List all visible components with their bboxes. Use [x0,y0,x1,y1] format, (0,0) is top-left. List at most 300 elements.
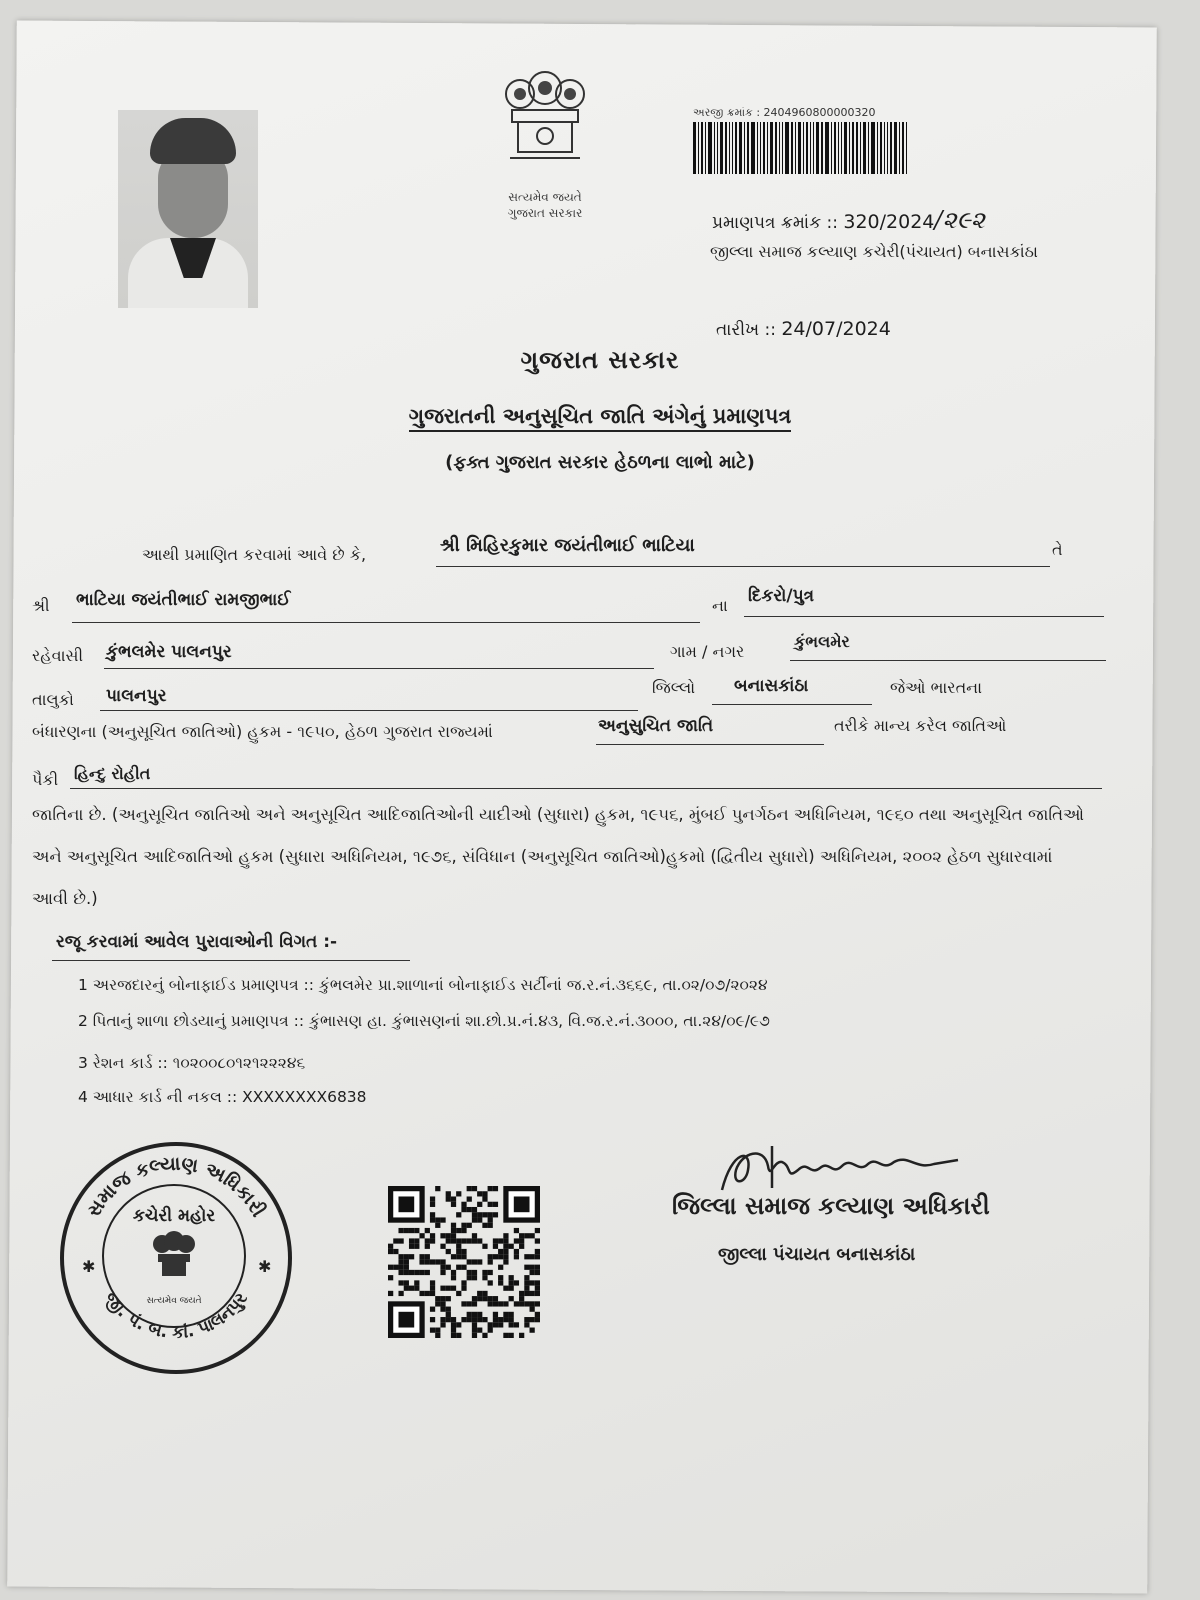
qr-module [398,1259,403,1264]
qr-module [467,1317,472,1322]
qr-module [472,1328,477,1333]
barcode-bar [735,122,737,174]
seal-inner-ring [102,1184,246,1328]
qr-module [514,1301,519,1306]
barcode-bar [844,122,847,174]
barcode-bar [785,122,789,174]
barcode-bar [884,122,885,174]
qr-module [493,1254,498,1259]
barcode-bar [798,122,801,174]
qr-module [472,1312,477,1317]
barcode-bar [757,122,758,174]
barcode-bar [856,122,858,174]
qr-module [514,1322,519,1327]
qr-module [482,1333,487,1338]
qr-module [488,1296,493,1301]
qr-module [519,1333,524,1338]
barcode-bar [705,122,706,174]
qr-module [519,1233,524,1238]
qr-module [498,1249,503,1254]
resident-value: કુંભલમેર પાલનપુર [106,642,232,662]
relation: દિકરો/પુત્ર [748,586,815,606]
barcode-bar [834,122,836,174]
qr-module [493,1296,498,1301]
qr-module [477,1291,482,1296]
qr-module [519,1301,524,1306]
evidence-item-4: 4 આધાર કાર્ડ ની નકલ :: XXXXXXXX6838 [78,1088,367,1106]
qr-module [419,1233,424,1238]
qr-module [514,1280,519,1285]
qr-module [535,1249,540,1254]
qr-module [524,1265,529,1270]
certificate-number-handwritten: /૨૯૨ [934,206,985,234]
qr-module [388,1265,393,1270]
qr-module [456,1244,461,1249]
certificate-number-label: પ્રમાણપત્ર ક્રમાંક :: [712,213,838,233]
qr-module [524,1317,529,1322]
barcode-bar [732,122,733,174]
qr-module [530,1265,535,1270]
qr-module [456,1212,461,1217]
shri-text: શ્રી [32,596,50,615]
barcode-bar [775,122,777,174]
qr-module [440,1217,445,1222]
qr-module [398,1265,403,1270]
seal-bottom-text: જી. પં. બ. કાં. પાલનપુર [99,1288,252,1344]
qr-module [440,1244,445,1249]
qr-module [472,1212,477,1217]
qr-module [398,1280,403,1285]
qr-module [472,1275,477,1280]
qr-module [477,1296,482,1301]
evidence-item-2: 2 પિતાનું શાળા છોડયાનું પ્રમાણપત્ર :: કુંભાસણ હા. કુંભાસણનાં શા.છો.પ્ર.નં.૪૩, વિ.જ.ર.નં.૩૦૦૦, તા.૨૪/૦૯/૯૭ [78,1012,770,1030]
qr-module [535,1317,540,1322]
qr-module [409,1286,414,1291]
signature-scribble [712,1140,972,1200]
qr-module [430,1328,435,1333]
qr-module [509,1296,514,1301]
barcode-bar [890,122,892,174]
district-value: બનાસકાંઠા [734,676,809,696]
qr-module [456,1238,461,1243]
qr-module [435,1328,440,1333]
qr-module [472,1301,477,1306]
qr-module [414,1228,419,1233]
qr-module [503,1333,508,1338]
qr-module [467,1196,472,1201]
qr-module [419,1270,424,1275]
qr-module [393,1249,398,1254]
qr-module [472,1322,477,1327]
qr-module [482,1244,487,1249]
qr-module [435,1217,440,1222]
government-title: ગુજરાત સરકાર [520,346,680,374]
seal-emblem-icon [148,1230,200,1286]
qr-module [498,1275,503,1280]
qr-module [398,1228,403,1233]
barcode-bar [729,122,730,174]
ashoka-emblem-icon [490,68,600,178]
qr-module [451,1317,456,1322]
qr-module [482,1191,487,1196]
barcode-bar [720,122,723,174]
qr-module [472,1259,477,1264]
qr-module [404,1228,409,1233]
emblem-caption-government: ગુજરાત સરકાર [507,206,583,220]
qr-module [430,1196,435,1201]
qr-module [498,1238,503,1243]
qr-module [535,1265,540,1270]
qr-module [472,1238,477,1243]
barcode-bar [860,122,861,174]
barcode [693,122,933,174]
qr-module [509,1275,514,1280]
qr-module [456,1228,461,1233]
qr-module [435,1223,440,1228]
qr-module [509,1244,514,1249]
qr-module [524,1322,529,1327]
qr-module [493,1312,498,1317]
qr-module [482,1296,487,1301]
qr-module [446,1191,451,1196]
qr-module [493,1212,498,1217]
qr-module [514,1238,519,1243]
barcode-bar [779,122,780,174]
qr-module [388,1244,393,1249]
recognised-text: તરીકે માન્ય કરેલ જાતિઓ [834,716,1007,735]
qr-module [535,1301,540,1306]
signature-office: જીલ્લા પંચાયત બનાસકાંઠા [718,1244,916,1265]
caste-value: હિન્દુ રોહીત [74,764,151,783]
qr-module [482,1275,487,1280]
barcode-bar [708,122,712,174]
seal-star-left-icon: ✱ [82,1257,96,1276]
qr-module [530,1301,535,1306]
qr-module [430,1233,435,1238]
qr-module [482,1317,487,1322]
qr-module [509,1312,514,1317]
qr-module [488,1254,493,1259]
qr-module [467,1207,472,1212]
qr-module [456,1291,461,1296]
qr-module [461,1254,466,1259]
qr-module [467,1275,472,1280]
qr-module [467,1259,472,1264]
barcode-bar [902,122,904,174]
qr-module [398,1254,403,1259]
qr-module [440,1259,445,1264]
certify-prefix: આથી પ્રમાણિત કરવામાં આવે છે કે, [142,545,367,564]
qr-module [493,1186,498,1191]
qr-module [530,1254,535,1259]
qr-module [524,1233,529,1238]
qr-module [430,1291,435,1296]
qr-module [472,1270,477,1275]
barcode-bar [816,122,819,174]
barcode-bar [838,122,839,174]
barcode-bar [821,122,823,174]
qr-module [440,1233,445,1238]
barcode-bar [831,122,832,174]
qr-module [409,1270,414,1275]
qr-module [477,1212,482,1217]
qr-module [440,1307,445,1312]
qr-module [477,1191,482,1196]
qr-module [498,1265,503,1270]
issue-date: 24/07/2024 [781,318,891,340]
qr-module [461,1317,466,1322]
qr-module [425,1244,430,1249]
qr-module [514,1228,519,1233]
qr-module [530,1270,535,1275]
barcode-bar [693,122,696,174]
qr-module [493,1202,498,1207]
barcode-bar [849,122,850,174]
qr-module [493,1317,498,1322]
qr-module [482,1223,487,1228]
qr-module [456,1254,461,1259]
certificate-number: 320/2024 [843,211,935,233]
qr-module [524,1286,529,1291]
application-number: અરજી ક્રમાંક : 2404960800000320 [693,106,876,119]
barcode-bar [782,122,783,174]
qr-module [456,1249,461,1254]
qr-module [440,1301,445,1306]
qr-module [393,1238,398,1243]
qr-module [503,1254,508,1259]
qr-module [488,1328,493,1333]
certificate-title: ગુજરાતની અનુસૂચિત જાતિ અંગેનું પ્રમાણપત્ર [409,404,792,432]
qr-module [488,1322,493,1327]
qr-finder-pattern [514,1196,530,1212]
qr-module [467,1223,472,1228]
barcode-bar [868,122,869,174]
qr-module [509,1322,514,1327]
qr-module [446,1296,451,1301]
qr-module [425,1259,430,1264]
qr-module [435,1259,440,1264]
qr-module [482,1196,487,1201]
applicant-photo [118,110,258,308]
qr-module [451,1254,456,1259]
qr-module [535,1291,540,1296]
qr-module [509,1286,514,1291]
qr-module [498,1322,503,1327]
qr-module [477,1312,482,1317]
qr-module [461,1228,466,1233]
qr-module [493,1301,498,1306]
qr-module [451,1202,456,1207]
qr-module [456,1333,461,1338]
qr-module [503,1301,508,1306]
barcode-bar [899,122,900,174]
qr-module [414,1286,419,1291]
qr-module [419,1259,424,1264]
barcode-bar [906,122,907,174]
qr-module [461,1202,466,1207]
qr-module [467,1238,472,1243]
qr-module [461,1238,466,1243]
qr-module [482,1212,487,1217]
evidence-item-3: 3 રેશન કાર્ડ :: ૧૦૨૦૦૮૦૧૨૧૨૨૨૪૬ [78,1054,306,1072]
qr-module [435,1186,440,1191]
qr-module [456,1191,461,1196]
seal-star-right-icon: ✱ [258,1257,272,1276]
seal-top-text: સમાજ કલ્યાણ અધિકારી [82,1152,270,1221]
qr-module [477,1259,482,1264]
qr-module [446,1249,451,1254]
qr-module [425,1228,430,1233]
barcode-bar [871,122,875,174]
qr-module [472,1317,477,1322]
qr-module [477,1217,482,1222]
qr-module [404,1265,409,1270]
qr-module [524,1291,529,1296]
qr-module [509,1280,514,1285]
qr-module [498,1301,503,1306]
village-label: ગામ / નગર [670,642,745,661]
seal-inner-text: કચેરી મહોર [132,1206,216,1226]
qr-module [514,1249,519,1254]
qr-module [461,1223,466,1228]
barcode-bar [887,122,888,174]
qr-module [530,1291,535,1296]
qr-module [456,1322,461,1327]
qr-module [498,1317,503,1322]
qr-module [461,1301,466,1306]
evidence-heading: રજૂ કરવામાં આવેલ પુરાવાઓની વિગત :- [56,932,338,952]
qr-module [409,1228,414,1233]
qr-module [388,1275,393,1280]
qr-module [456,1265,461,1270]
qr-module [398,1238,403,1243]
qr-module [440,1317,445,1322]
qr-module [451,1223,456,1228]
qr-module [435,1296,440,1301]
qr-module [503,1249,508,1254]
qr-module [440,1296,445,1301]
qr-module [451,1196,456,1201]
that-text: તે [1052,540,1063,559]
qr-module [535,1312,540,1317]
qr-module [503,1286,508,1291]
qr-module [409,1254,414,1259]
qr-module [467,1270,472,1275]
qr-module [503,1317,508,1322]
qr-module [488,1186,493,1191]
qr-module [451,1270,456,1275]
qr-module [482,1270,487,1275]
qr-module [535,1280,540,1285]
qr-module [503,1233,508,1238]
qr-module [477,1238,482,1243]
qr-module [446,1317,451,1322]
taluka-value: પાલનપુર [106,686,167,706]
qr-module [509,1333,514,1338]
qr-module [467,1301,472,1306]
qr-module [488,1270,493,1275]
qr-module [467,1186,472,1191]
qr-module [524,1301,529,1306]
barcode-bar [806,122,808,174]
qr-module [440,1270,445,1275]
qr-module [503,1238,508,1243]
qr-module [446,1233,451,1238]
qr-module [404,1280,409,1285]
barcode-bar [770,122,773,174]
qr-module [509,1317,514,1322]
qr-module [435,1301,440,1306]
qr-module [530,1317,535,1322]
category-value: અનુસુચિત જાતિ [598,716,714,736]
qr-module [446,1307,451,1312]
father-name: ભાટિયા જયંતીભાઈ રામજીભાઈ [76,590,291,610]
qr-module [414,1280,419,1285]
qr-module [503,1312,508,1317]
barcode-bar [714,122,715,174]
qr-module [477,1202,482,1207]
qr-module [482,1291,487,1296]
qr-module [519,1291,524,1296]
among-text: પૈકી [32,770,59,789]
qr-module [488,1212,493,1217]
qr-module [467,1312,472,1317]
qr-module [440,1322,445,1327]
barcode-bar [747,122,749,174]
qr-module [530,1307,535,1312]
signature-role: જિલ્લા સમાજ કલ્યાણ અધિકારી [672,1192,990,1220]
seal-emblem-caption: સત્યમેવ જયતે [146,1296,202,1306]
qr-module [388,1249,393,1254]
barcode-bar [863,122,866,174]
qr-module [519,1238,524,1243]
qr-module [393,1265,398,1270]
qr-module [409,1244,414,1249]
qr-module [524,1280,529,1285]
qr-module [425,1238,430,1243]
qr-module [472,1186,477,1191]
barcode-bar [810,122,811,174]
qr-module [404,1270,409,1275]
barcode-bar [894,122,897,174]
qr-module [440,1286,445,1291]
qr-finder-pattern [398,1196,414,1212]
qr-module [535,1254,540,1259]
date-label: તારીખ :: [716,320,776,340]
caste-legal-paragraph: જાતિના છે. (અનુસૂચિત જાતિઓ અને અનુસૂચિત આદિજાતિઓની યાદીઓ (સુધારા) હુકમ, ૧૯૫૬, મુંબઈ પુનર્ગઠન અધિનિયમ, ૧૯૬૦ તથા અનુસૂચિત જાતિઓ અને અનુસૂચિત આદિજાતિઓ હુકમ (સુધારા અધિનિયમ, ૧૯૭૬, સંવિધાન (અનુસૂચિત જાતિઓ)હુકમો (દ્વિતીય સુધારો) અધિનિયમ, ૨૦૦૨ હેઠળ સુધારવામાં આવી છે.) [32,805,1085,908]
qr-module [388,1291,393,1296]
certificate-subtitle: (ફક્ત ગુજરાત સરકાર હેઠળના લાભો માટે) [445,452,755,473]
qr-module [488,1259,493,1264]
qr-module [430,1307,435,1312]
barcode-bar [767,122,768,174]
qr-module [451,1275,456,1280]
qr-module [430,1317,435,1322]
qr-module [535,1238,540,1243]
qr-module [493,1244,498,1249]
qr-module [519,1296,524,1301]
qr-module [451,1328,456,1333]
qr-module [524,1254,529,1259]
qr-module [461,1286,466,1291]
qr-module [430,1238,435,1243]
qr-module [472,1333,477,1338]
qr-module [519,1244,524,1249]
qr-module [451,1322,456,1327]
photo-hair [150,118,236,164]
evidence-item-1: 1 અરજદારનું બોનાફાઈડ પ્રમાણપત્ર :: કુંભલમેર પ્રા.શાળાનાં બોનાફાઈડ સર્ટીનાં જ.ર.નં.૩૬૬૯, તા.૦૨/૦૭/૨૦૨૪ [78,976,768,994]
qr-module [461,1265,466,1270]
